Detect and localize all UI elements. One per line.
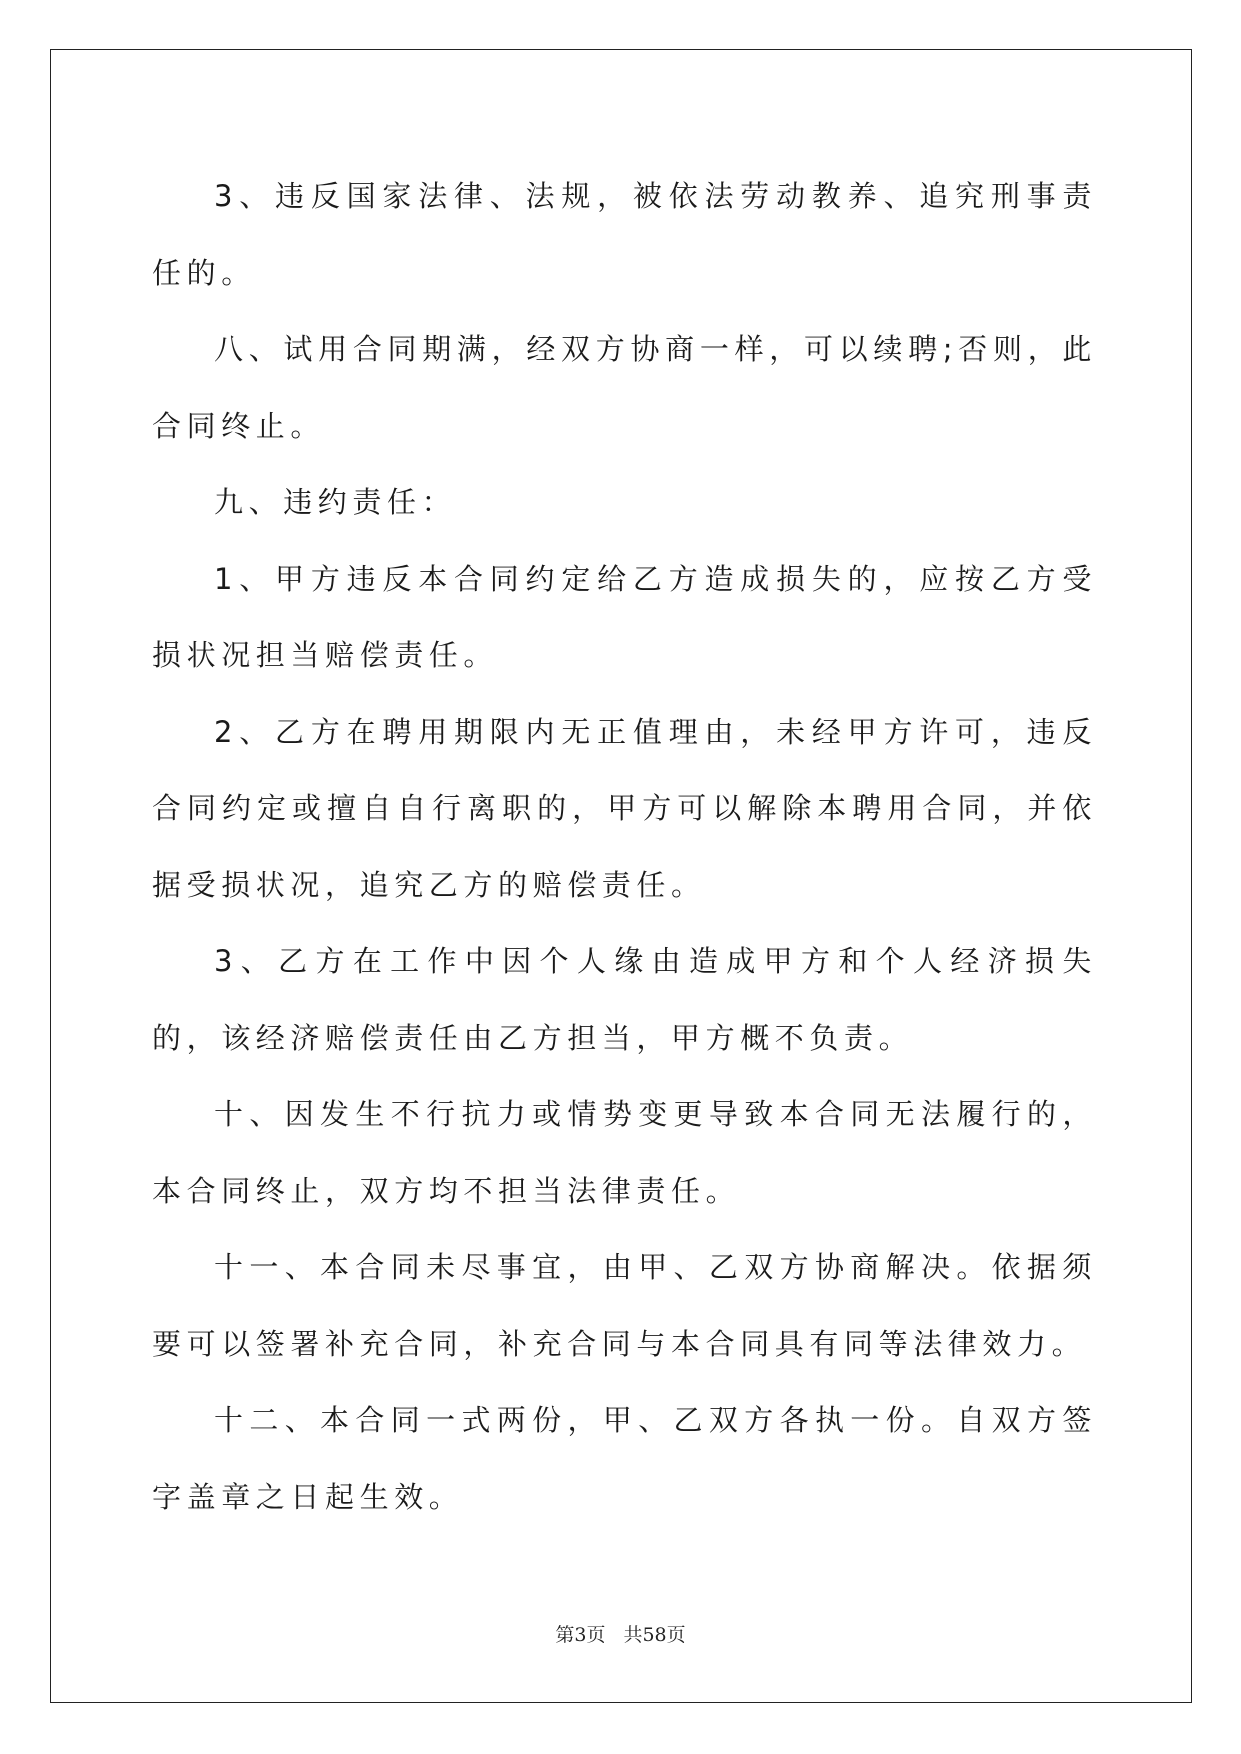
paragraph: 2、乙方在聘用期限内无正值理由，未经甲方许可，违反合同约定或擅自自行离职的，甲方可以解除本聘用合同，并依据受损状况，追究乙方的赔偿责任。 bbox=[152, 714, 1097, 902]
paragraph: 3、违反国家法律、法规，被依法劳动教养、追究刑事责任的。 bbox=[152, 179, 1097, 290]
paragraph: 十二、本合同一式两份，甲、乙双方各执一份。自双方签字盖章之日起生效。 bbox=[152, 1403, 1097, 1514]
paragraph: 3、乙方在工作中因个人缘由造成甲方和个人经济损失的，该经济赔偿责任由乙方担当，甲方概不负责。 bbox=[152, 944, 1097, 1055]
page-number: 第3页 bbox=[555, 1624, 606, 1646]
page-footer bbox=[0, 1623, 1241, 1647]
page-total: 共58页 bbox=[623, 1624, 686, 1646]
paragraph: 1、甲方违反本合同约定给乙方造成损失的，应按乙方受损状况担当赔偿责任。 bbox=[152, 561, 1097, 672]
paragraph: 十一、本合同未尽事宜，由甲、乙双方协商解决。依据须要可以签署补充合同，补充合同与本合同具有同等法律效力。 bbox=[152, 1250, 1097, 1361]
paragraph: 八、试用合同期满，经双方协商一样，可以续聘;否则，此合同终止。 bbox=[152, 332, 1097, 443]
document-body bbox=[152, 158, 1097, 1535]
paragraph: 十、因发生不行抗力或情势变更导致本合同无法履行的，本合同终止，双方均不担当法律责任。 bbox=[152, 1097, 1097, 1208]
section-heading: 九、违约责任： bbox=[214, 485, 457, 519]
